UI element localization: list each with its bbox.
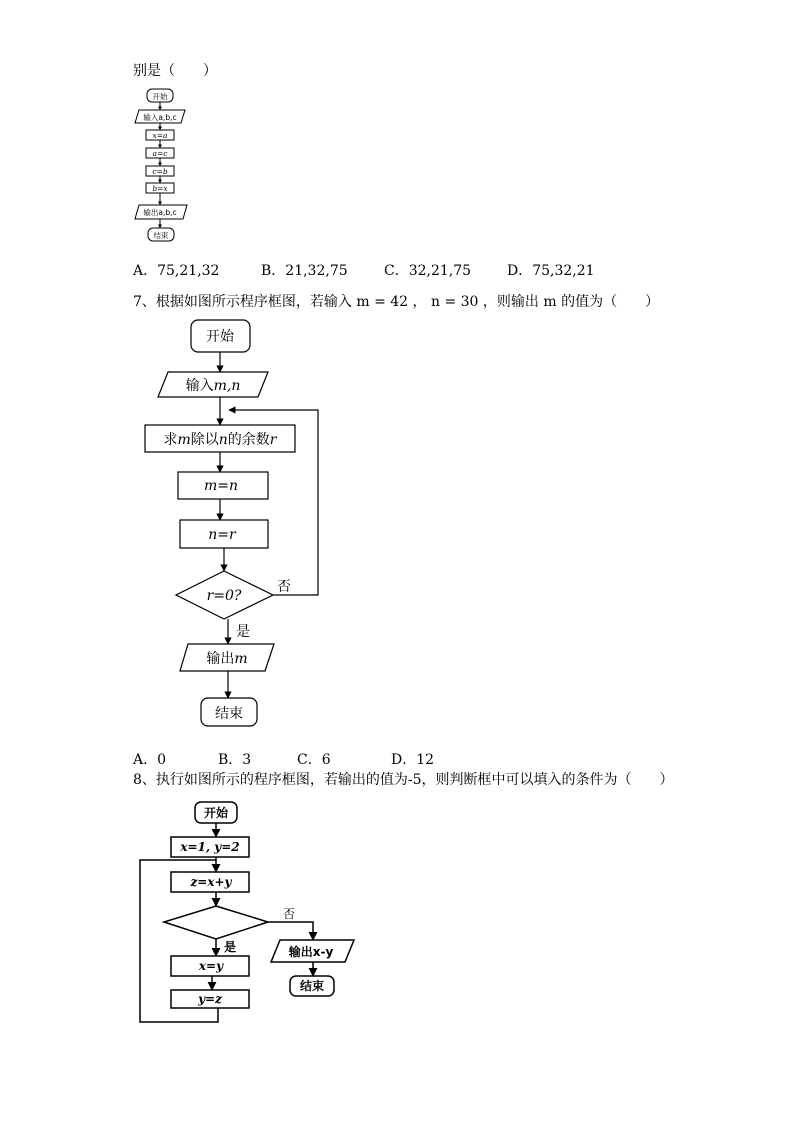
q6-option-b: B．21,32,75: [261, 263, 348, 279]
q6-step1-label: x=a: [152, 131, 168, 140]
q8-start-label: 开始: [203, 806, 229, 820]
q8-decision-node: [164, 906, 268, 939]
q7-input-label: 输入m,n: [185, 378, 241, 394]
q7-option-a: A．0: [133, 752, 167, 768]
q6-start-label: 开始: [152, 92, 168, 101]
q7-step2-label: n=r: [208, 527, 236, 543]
q8-stem: 8、执行如图所示的程序框图，若输出的值为-5，则判断框中可以填入的条件为（ ）: [133, 772, 674, 788]
q7-process-label: 求m除以n的余数r: [163, 432, 277, 448]
q6-output-label: 输出a,b,c: [143, 208, 177, 217]
q8-output-label: 输出x-y: [288, 945, 334, 959]
q6-option-c: C．32,21,75: [384, 263, 472, 279]
q8-step2-label: x=y: [198, 959, 224, 973]
q8-init-label: x=1, y=2: [180, 840, 240, 854]
q6-stem-tail: 别是（ ）: [133, 63, 217, 79]
q8-step3-label: y=z: [198, 992, 222, 1006]
q8-no-arrow: [268, 922, 313, 940]
q6-option-d: D．75,32,21: [507, 263, 595, 279]
q7-option-b: B．3: [218, 752, 252, 768]
q7-no-label: 否: [277, 579, 291, 595]
q7-decision-label: r=0?: [206, 588, 242, 604]
q8-end-label: 结束: [299, 979, 325, 993]
q6-input-label: 输入a,b,c: [143, 113, 177, 122]
q7-option-c: C．6: [297, 752, 331, 768]
q6-end-label: 结束: [153, 231, 169, 240]
q7-option-d: D．12: [391, 752, 435, 768]
q7-step1-label: m=n: [203, 478, 239, 494]
q7-end-label: 结束: [215, 706, 243, 722]
q6-step3-label: c=b: [152, 167, 168, 176]
q8-step1-label: z=x+y: [190, 875, 232, 889]
q8-no-label: 否: [282, 907, 296, 921]
q7-output-label: 输出m: [206, 651, 248, 667]
q8-yes-label: 是: [223, 940, 237, 954]
q6-step4-label: b=x: [152, 184, 168, 193]
q7-stem: 7、根据如图所示程序框图，若输入 m = 42 ， n = 30 ，则输出 m 的值为（ ）: [133, 294, 660, 310]
q7-yes-label: 是: [236, 624, 250, 640]
q6-step2-label: a=c: [152, 149, 168, 158]
q6-option-a: A．75,21,32: [133, 263, 220, 279]
q7-start-label: 开始: [206, 329, 234, 345]
